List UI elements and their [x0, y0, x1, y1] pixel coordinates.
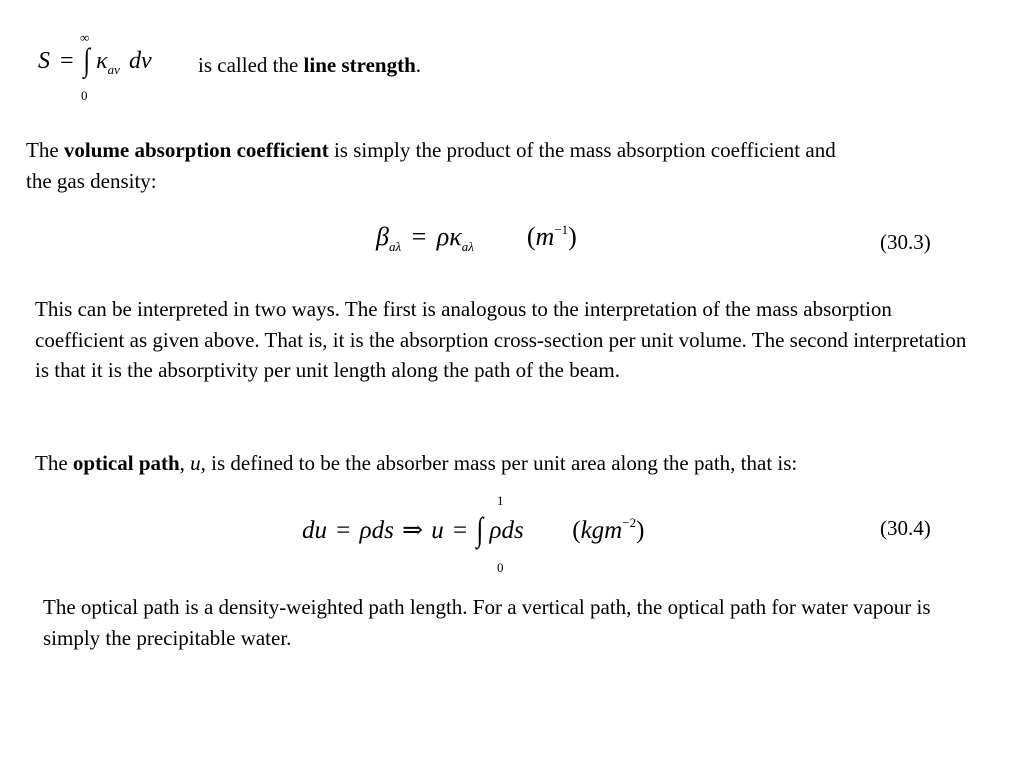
eq-30-4-number: (30.4): [880, 516, 931, 540]
eq-30-3-beta-sub: aλ: [388, 239, 402, 254]
eq-30-4-equals1: =: [336, 517, 351, 544]
eq-30-4-rho-ds: ρds: [359, 517, 394, 544]
eq-30-3-unit-close: ): [568, 222, 577, 251]
line-strength-lhs: S: [38, 48, 50, 74]
closing-paragraph: The optical path is a density-weighted path length. For a vertical path, the optical path for water vapour is simply the precipitable water.: [43, 595, 931, 650]
optical-path-text-before: The: [35, 451, 68, 475]
line-strength-kappa-sub: aν: [107, 62, 120, 77]
eq-30-4-implies: ⇒: [402, 517, 424, 544]
eq-30-4-unit-exp: −2: [622, 515, 637, 530]
line-strength-integral-sign: ∫: [83, 43, 91, 79]
eq-30-4-u: u: [431, 517, 444, 544]
line-strength-kappa: κ: [96, 48, 108, 74]
eq-30-4-lower-limit: 0: [497, 560, 504, 575]
eq-30-3-beta: β: [376, 222, 389, 251]
optical-path-term: optical path: [72, 451, 180, 475]
eq-30-4-integrand: ρds: [489, 517, 524, 544]
line-strength-equation: [38, 43, 152, 88]
eq-30-3-number: (30.3): [880, 230, 931, 254]
eq-30-3-unit-exp: −1: [554, 222, 569, 237]
equation-30-4: [302, 512, 645, 549]
eq-30-3-unit-base: m: [535, 222, 555, 251]
line-strength-text-before: is called the: [198, 53, 299, 77]
optical-path-symbol: u: [190, 451, 201, 475]
line-strength-lower-limit: 0: [81, 88, 88, 103]
line-strength-term: line strength: [303, 53, 416, 77]
volume-coeff-line2: the gas density:: [26, 169, 157, 193]
line-strength-equals: =: [60, 48, 74, 74]
eq-30-3-equals: =: [411, 222, 427, 251]
optical-path-text-after: , is defined to be the absorber mass per unit area along the path, that is:: [200, 451, 798, 475]
eq-30-3-kappa-sub: aλ: [461, 239, 474, 254]
eq-30-4-integral-sign: ∫: [476, 512, 484, 549]
eq-30-4-unit-open: (: [572, 517, 581, 544]
line-strength-upper-limit: ∞: [80, 30, 90, 45]
equation-30-3: [376, 222, 577, 252]
volume-coeff-text-before: The: [26, 138, 59, 162]
volume-coeff-text-line1: is simply the product of the mass absorption coefficient and: [333, 138, 836, 162]
interpretation-paragraph: This can be interpreted in two ways. The first is analogous to the interpretation of the mass absorption coefficient as given above. That is, it is the absorption cross-section per unit volume. The second interpretation is that it is the absorptivity per unit length along the path of the beam.: [35, 297, 967, 382]
eq-30-4-upper-limit: 1: [497, 493, 504, 508]
eq-30-3-rho-kappa: ρκ: [436, 222, 462, 251]
line-strength-text-after: .: [415, 53, 421, 77]
eq-30-4-equals2: =: [453, 517, 468, 544]
eq-30-4-lhs: du: [302, 517, 327, 544]
line-strength-sentence: [198, 50, 421, 80]
optical-path-comma: ,: [179, 451, 185, 475]
volume-coeff-line1: [26, 135, 836, 165]
volume-coeff-term: volume absorption coefficient: [63, 138, 329, 162]
eq-30-4-unit-close: ): [636, 517, 645, 544]
eq-30-3-unit-open: (: [526, 222, 536, 251]
eq-30-4-unit-base: kgm: [580, 517, 623, 544]
optical-path-sentence: [35, 448, 797, 478]
line-strength-differential: dν: [128, 48, 152, 74]
